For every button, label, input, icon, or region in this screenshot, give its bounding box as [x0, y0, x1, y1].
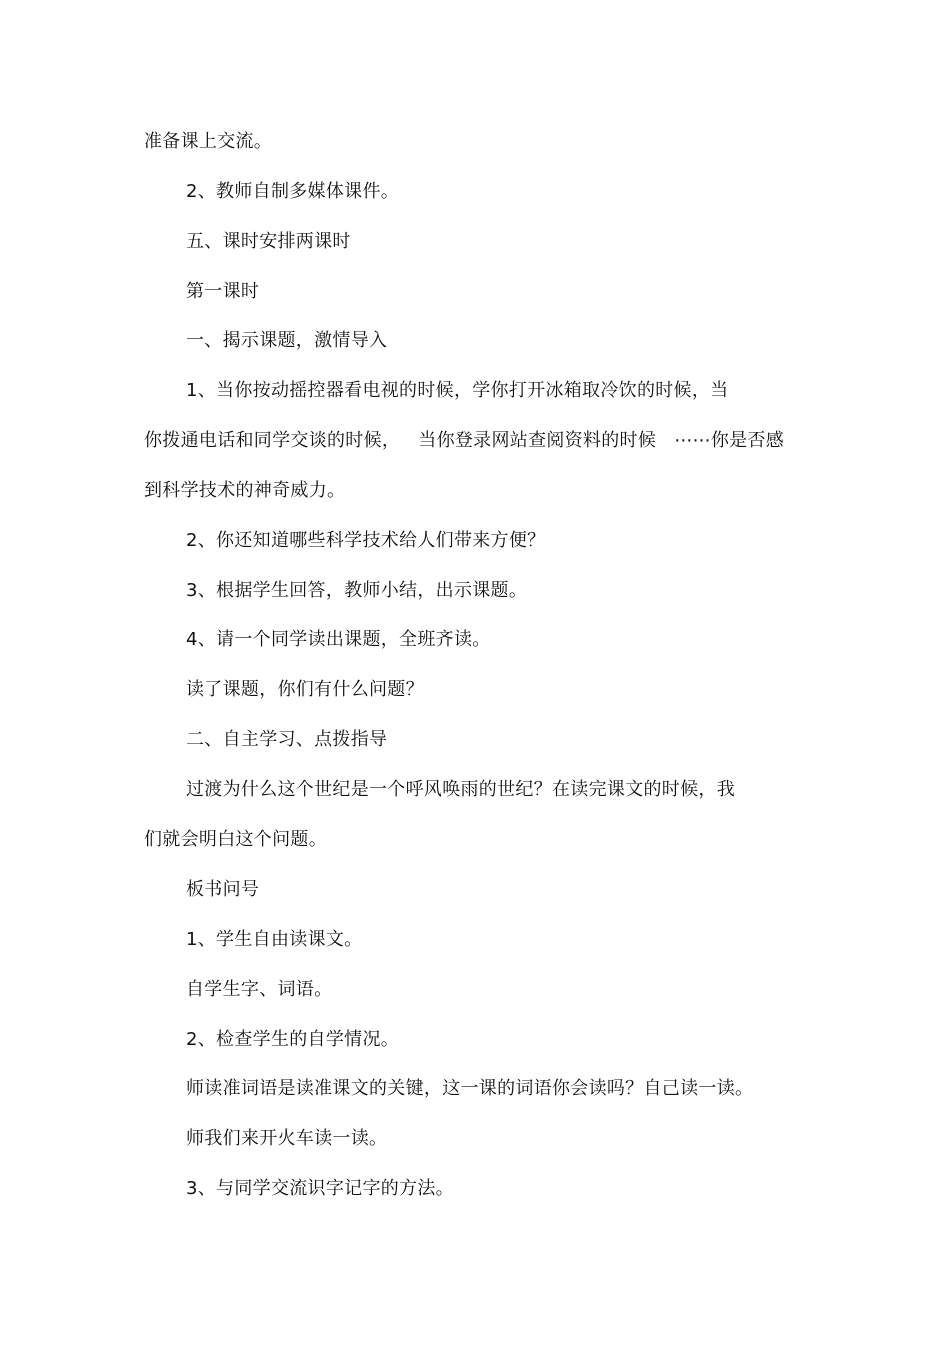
- text-line: 自学生字、词语。: [186, 979, 333, 1000]
- section-heading: 第一课时: [186, 281, 260, 302]
- text-line: 3、与同学交流识字记字的方法。: [186, 1178, 454, 1199]
- text-line: 到科学技术的神奇威力。: [144, 480, 346, 501]
- section-heading: 二、自主学习、点拨指导: [186, 729, 388, 750]
- text-line: 1、当你按动摇控器看电视的时候，学你打开冰箱取冷饮的时候，当: [186, 380, 729, 401]
- text-line: 你拨通电话和同学交谈的时候， 当你登录网站查阅资料的时候 ⋯⋯你是否感: [144, 430, 785, 451]
- text-line: 1、学生自由读课文。: [186, 929, 363, 950]
- text-line: 们就会明白这个问题。: [144, 829, 327, 850]
- text-line: 2、检查学生的自学情况。: [186, 1029, 400, 1050]
- text-line: 过渡为什么这个世纪是一个呼风唤雨的世纪？在读完课文的时候，我: [186, 779, 735, 800]
- text-line: 2、你还知道哪些科学技术给人们带来方便？: [186, 530, 546, 551]
- text-line: 4、请一个同学读出课题，全班齐读。: [186, 629, 491, 650]
- text-line: 板书问号: [186, 879, 260, 900]
- text-line: 师我们来开火车读一读。: [186, 1128, 388, 1149]
- section-heading: 五、课时安排两课时: [186, 231, 351, 252]
- text-line: 师读准词语是读准课文的关键，这一课的词语你会读吗？自己读一读。: [186, 1078, 754, 1099]
- text-line: 3、根据学生回答，教师小结，出示课题。: [186, 580, 528, 601]
- text-line: 读了课题，你们有什么问题？: [186, 679, 424, 700]
- section-heading: 一、揭示课题，激情导入: [186, 330, 388, 351]
- text-line: 准备课上交流。: [144, 131, 273, 152]
- text-line: 2、教师自制多媒体课件。: [186, 181, 400, 202]
